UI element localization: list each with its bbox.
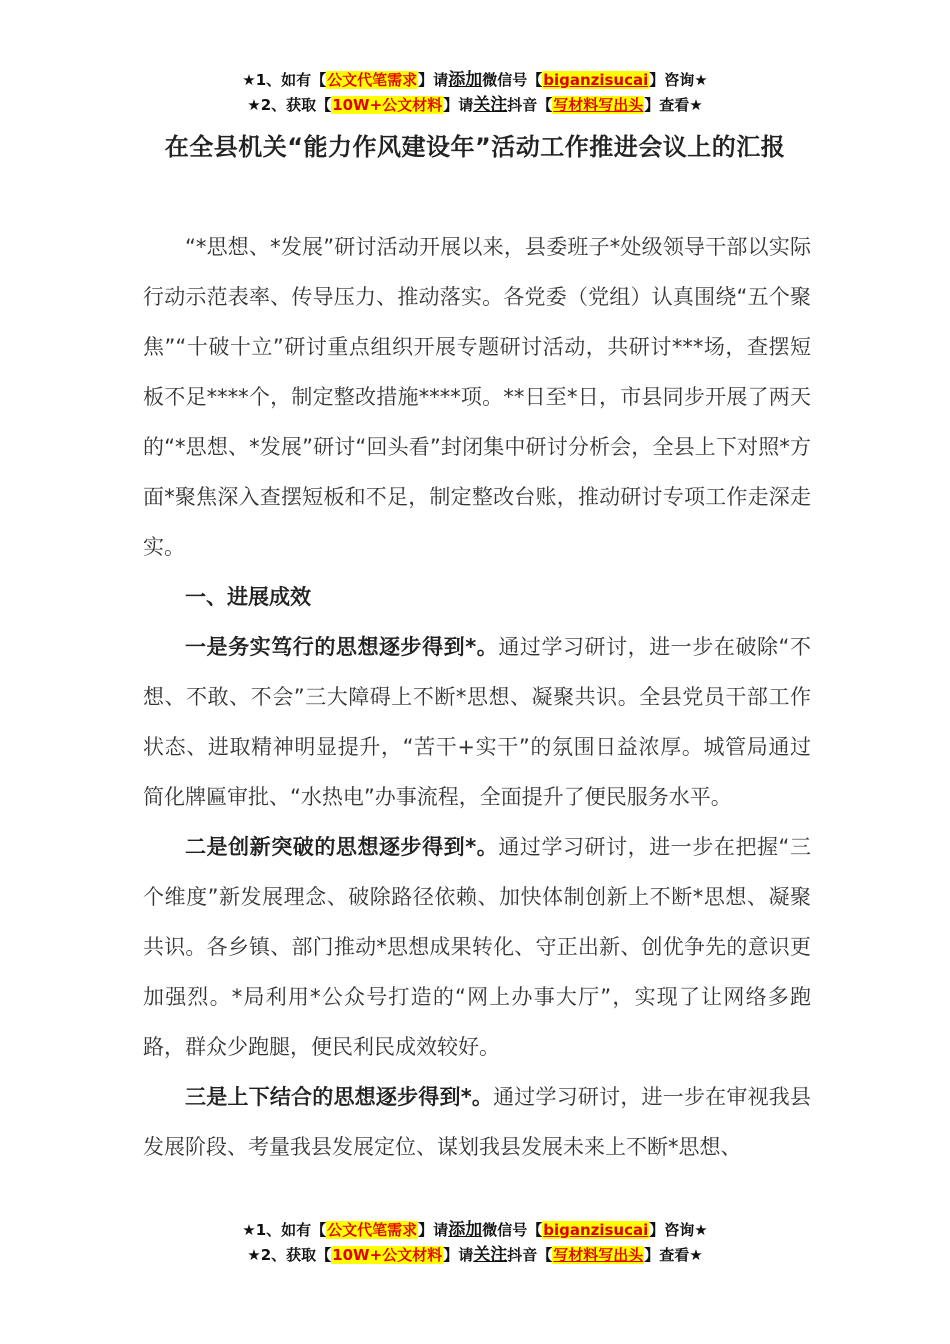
list-item: [143, 622, 811, 822]
banner-emphasis: 添加: [448, 1220, 483, 1240]
banner-emphasis: 添加: [448, 70, 483, 90]
banner-text: 】查看★: [644, 1246, 703, 1264]
document-title: 在全县机关“能力作风建设年”活动工作推进会议上的汇报: [164, 133, 786, 161]
banner-text: 】咨询★: [649, 1221, 708, 1239]
item-text: 通过学习研讨，进一步在破除“不想、不敢、不会”三大障碍上不断*思想、凝聚共识。全县党员干部工作状态、进取精神明显提升，“苦干+实干”的氛围日益浓厚。城管局通过简化牌匾审批、“水热电”办事流程，全面提升了便民服务水平。: [143, 635, 811, 809]
banner-text: 】请: [443, 96, 474, 114]
intro-paragraph: “*思想、*发展”研讨活动开展以来，县委班子*处级领导干部以实际行动示范表率、传导压力、推动落实。各党委（党组）认真围绕“五个聚焦”“十破十立”研讨重点组织开展专题研讨活动，共研讨***场，查摆短板不足****个，制定整改措施****项。**日至*日，市县同步开展了两天的“*思想、*发展”研讨“回头看”封闭集中研讨分析会，全县上下对照*方面*聚焦深入查摆短板和不足，制定整改台账，推动研讨专项工作走深走实。: [143, 235, 811, 559]
section-heading: 一、进展成效: [185, 585, 311, 609]
item-lead: 二是创新突破的思想逐步得到*。: [185, 835, 499, 859]
top-banner: [0, 68, 950, 118]
document-body: [143, 222, 811, 1172]
banner-text: 微信号【: [482, 71, 543, 89]
banner-emphasis: 关注: [473, 1245, 508, 1265]
item-lead: 一是务实笃行的思想逐步得到*。: [185, 635, 499, 659]
highlight-wechat-id: biganzisucai: [543, 1221, 649, 1239]
item-text: 通过学习研讨，进一步在审视我县发展阶段、考量我县发展定位、谋划我县发展未来上不断*思想、: [143, 1085, 811, 1159]
highlight-wechat-id: biganzisucai: [543, 71, 649, 89]
banner-text: 】查看★: [644, 96, 703, 114]
banner-text: 抖音【: [507, 96, 553, 114]
banner-emphasis: 关注: [473, 95, 508, 115]
banner-text: 抖音【: [507, 1246, 553, 1264]
banner-line-2: [0, 93, 950, 118]
item-lead: 三是上下结合的思想逐步得到*。: [185, 1085, 494, 1109]
highlight-douyin-account: 写材料写出头: [553, 96, 644, 114]
banner-text: 】咨询★: [649, 71, 708, 89]
item-text: 通过学习研讨，进一步在把握“三个维度”新发展理念、破除路径依赖、加快体制创新上不断*思想、凝聚共识。各乡镇、部门推动*思想成果转化、守正出新、创优争先的意识更加强烈。*局利用*公众号打造的“网上办事大厅”，实现了让网络多跑路，群众少跑腿，便民利民成效较好。: [143, 835, 811, 1059]
banner-text: 】请: [443, 1246, 474, 1264]
list-item: [143, 1072, 811, 1172]
banner-text: 】请: [418, 71, 449, 89]
banner-text: ★2、获取【: [247, 1246, 332, 1264]
bottom-banner: [0, 1218, 950, 1268]
highlight-service: 公文代笔需求: [327, 1221, 418, 1239]
highlight-douyin-account: 写材料写出头: [553, 1246, 644, 1264]
highlight-materials: 10W+公文材料: [332, 1246, 443, 1264]
banner-text: ★1、如有【: [242, 71, 327, 89]
banner-line-1: [0, 68, 950, 93]
banner-text: ★2、获取【: [247, 96, 332, 114]
banner-line-2: [0, 1243, 950, 1268]
banner-text: 微信号【: [482, 1221, 543, 1239]
list-item: [143, 822, 811, 1072]
banner-text: ★1、如有【: [242, 1221, 327, 1239]
highlight-materials: 10W+公文材料: [332, 96, 443, 114]
highlight-service: 公文代笔需求: [327, 71, 418, 89]
banner-text: 】请: [418, 1221, 449, 1239]
banner-line-1: [0, 1218, 950, 1243]
